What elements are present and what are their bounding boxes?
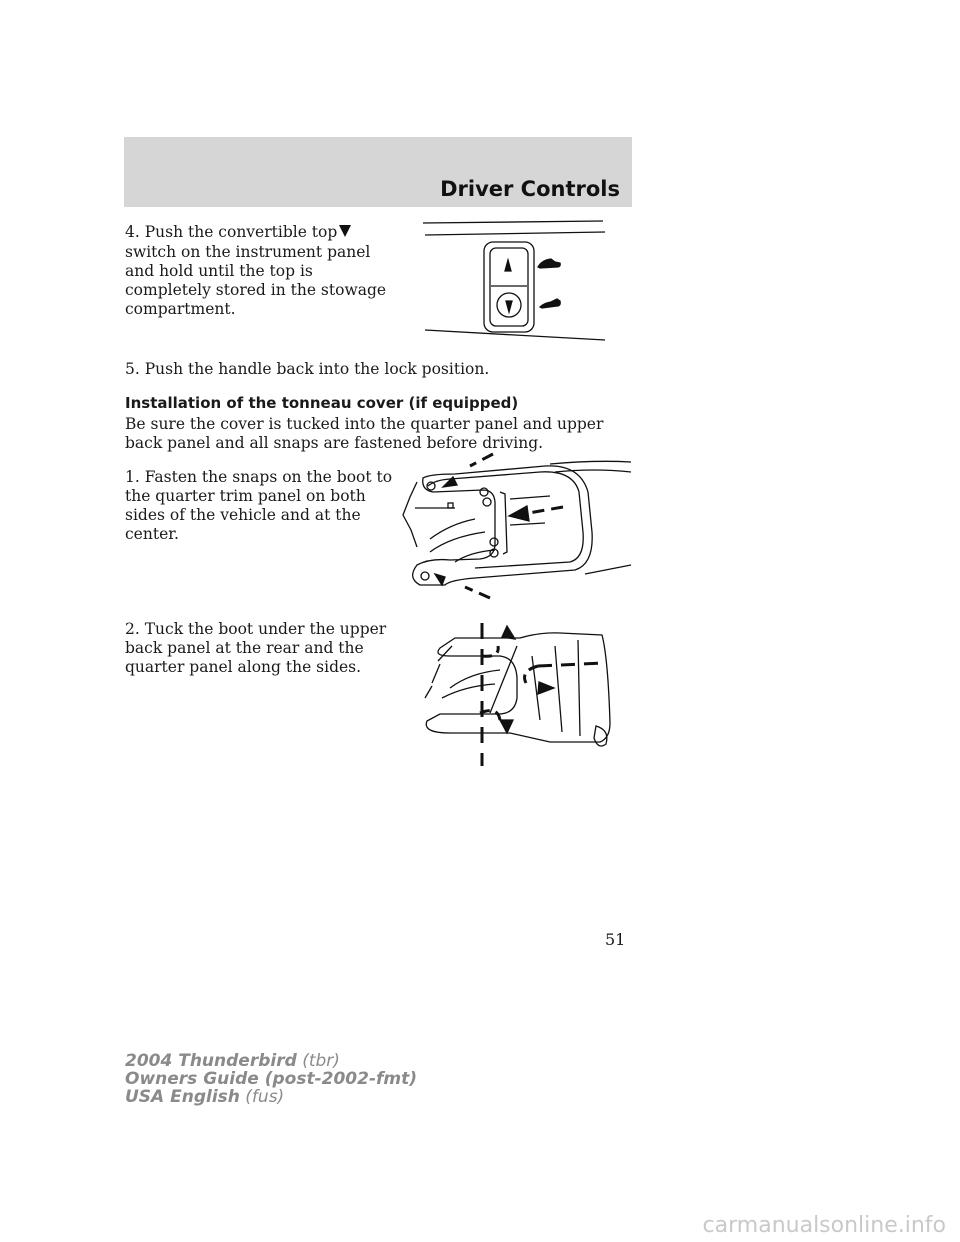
footer-language-code: (fus): [245, 1087, 285, 1107]
step-4-paragraph: [125, 223, 395, 319]
down-triangle-icon: [339, 224, 351, 243]
footer-model-code: (tbr): [302, 1051, 340, 1071]
step-1-text: 1. Fasten the snaps on the boot to the quarter trim panel on both sides of the vehicle and at the center.: [125, 468, 393, 543]
footer-model: 2004 Thunderbird: [125, 1051, 297, 1071]
footer-line-1: [125, 1052, 417, 1070]
intro-paragraph: Be sure the cover is tucked into the quarter panel and upper back panel and all snaps are fastened before driving.: [125, 415, 604, 452]
watermark: carmanualsonline.info: [702, 1213, 946, 1238]
tonneau-snaps-illustration: [395, 452, 635, 602]
step-4-continuation: switch on the instrument panel and hold until the top is completely stored in the stowage compartment.: [125, 243, 387, 318]
footer-line-2: [125, 1070, 417, 1088]
document-footer: [125, 1052, 417, 1106]
step-2-text: 2. Tuck the boot under the upper back panel at the rear and the quarter panel along the sides.: [125, 620, 387, 676]
section-header: [124, 137, 632, 207]
step-4-text: 4. Push the convertible top: [125, 223, 338, 241]
tonneau-tuck-illustration: [420, 618, 620, 768]
convertible-top-switch-illustration: [420, 215, 610, 345]
footer-guide: Owners Guide (post-2002-fmt): [125, 1069, 418, 1089]
footer-language: USA English: [125, 1087, 240, 1107]
section-title: Driver Controls: [440, 177, 620, 201]
step-5-text: 5. Push the handle back into the lock position.: [125, 360, 490, 378]
subheading: Installation of the tonneau cover (if equipped): [125, 394, 519, 412]
footer-line-3: [125, 1088, 417, 1106]
page-number: 51: [605, 930, 626, 949]
